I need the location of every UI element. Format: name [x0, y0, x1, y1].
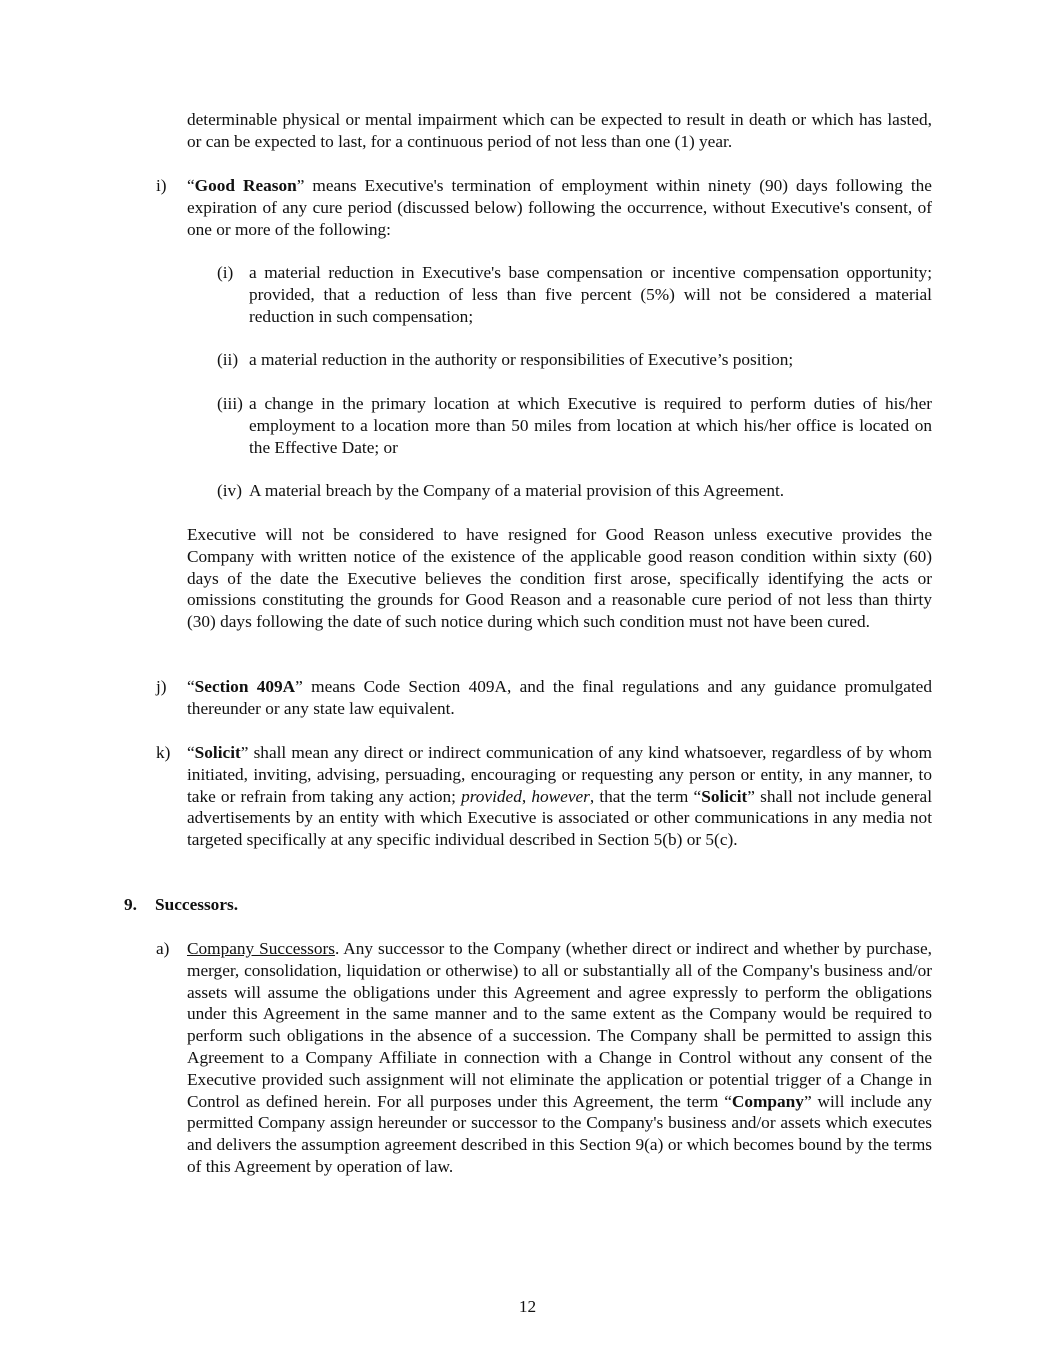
good-reason-item: a change in the primary location at which Executive is required to perform duties of his/her employment to a location more than 50 miles from location at which his/her office is located on the Effective Date; or	[249, 394, 932, 457]
company-successors-title: Company Successors	[187, 939, 335, 958]
sub-item-label: (ii)	[217, 350, 239, 369]
good-reason-item: A material breach by the Company of a material provision of this Agreement.	[249, 481, 785, 500]
clause-label-k: k)	[156, 743, 171, 762]
good-reason-term: Good Reason	[194, 176, 297, 195]
solicit-term: Solicit	[194, 743, 241, 762]
clause-label-i: i)	[156, 176, 167, 195]
sub-item-label: (iii)	[217, 394, 243, 413]
good-reason-notice-paragraph: Executive will not be considered to have resigned for Good Reason unless executive provides the Company with written notice of the existence of the applicable good reason condition within sixty (60) days of the date the Executive believes the condition first arose, specifically identifying the acts or omissions constituting the grounds for Good Reason and a reasonable cure period of not less than thirty (30) days following the date of such notice during which such condition must not have been cured.	[187, 525, 932, 632]
section-number: 9.	[124, 895, 137, 914]
section-heading: Successors.	[155, 895, 239, 914]
clause-label-a: a)	[156, 939, 170, 958]
company-successors-paragraph: Company Successors. Any successor to the Company (whether direct or indirect and whether by purchase, merger, consolidation, liquidation or otherwise) to all or substantially all of the Company's business and/or assets will assume the obligations under this Agreement and agree expressly to perform the obligations under this Agreement in the same manner and to the same extent as the Company would be required to perform such obligations in the absence of a succession. The Company shall be permitted to assign this Agreement to a Company Affiliate in connection with a Change in Control without any consent of the Executive provided such assignment will not eliminate the application or potential trigger of a Change in Control as defined herein. For all purposes under this Agreement, the term “Company” will include any permitted Company assign hereunder or successor to the Company's business and/or assets which executes and delivers the assumption agreement described in this Section 9(a) or which becomes bound by the terms of this Agreement by operation of law.	[187, 939, 932, 1176]
company-term: Company	[731, 1091, 804, 1111]
solicit-definition: “Solicit” shall mean any direct or indirect communication of any kind whatsoever, regardless of by whom initiated, inviting, advising, persuading, encouraging or requesting any person or entity, in any manner, to take or refrain from taking any action; provided, however, that the term “Solicit” shall not include general advertisements by an entity with which Executive is associated or other communications in any media not targeted specifically at any specific individual described in Section 5(b) or 5(c).	[187, 743, 933, 850]
good-reason-item: a material reduction in the authority or responsibilities of Executive’s position;	[249, 350, 794, 369]
sub-item-label: (i)	[217, 263, 234, 282]
sub-item-label: (iv)	[217, 481, 242, 500]
continuation-paragraph: determinable physical or mental impairment which can be expected to result in death or which has lasted, or can be expected to last, for a continuous period of not less than one (1) year.	[187, 110, 932, 151]
good-reason-item: a material reduction in Executive's base compensation or incentive compensation opportunity; provided, that a reduction of less than five percent (5%) will not be considered a material reduction in such compensation;	[249, 263, 932, 326]
clause-label-j: j)	[156, 677, 167, 696]
section-409a-term: Section 409A	[194, 677, 296, 696]
good-reason-definition: “Good Reason” means Executive's termination of employment within ninety (90) days following the expiration of any cure period (discussed below) following the occurrence, without Executive's consent, of one or more of the following:	[187, 176, 932, 239]
section-409a-definition: “Section 409A” means Code Section 409A, and the final regulations and any guidance promulgated thereunder or any state law equivalent.	[187, 677, 932, 718]
page-number: 12	[518, 1297, 537, 1316]
